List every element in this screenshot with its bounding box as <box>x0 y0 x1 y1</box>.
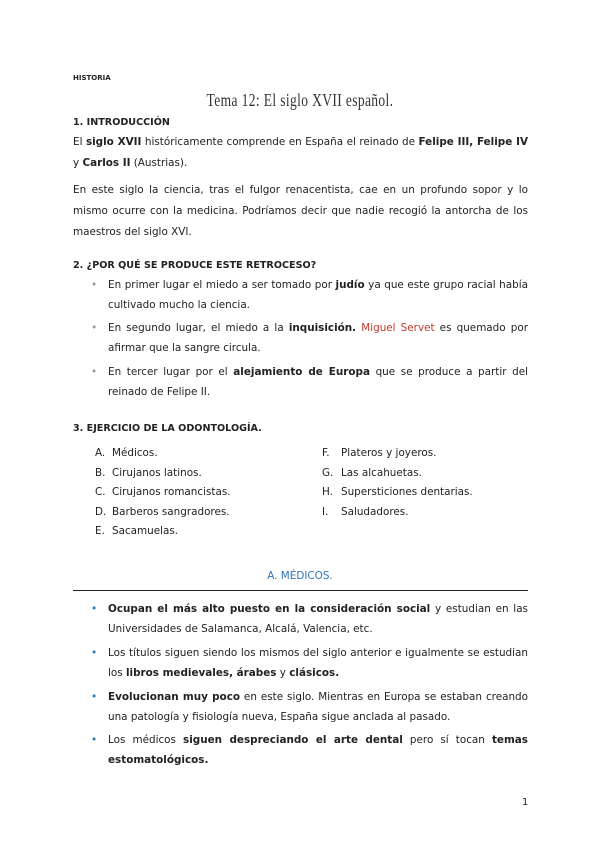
list-item <box>108 643 528 683</box>
marker: A. <box>95 447 106 459</box>
bold-text: alejamiento de Europa <box>233 366 370 378</box>
text: Barberos sangradores. <box>112 505 230 518</box>
text: históricamente comprende en España el reinado de <box>141 136 419 148</box>
list-item <box>95 483 231 503</box>
text: que se produce a partir del reinado de Felipe II. <box>108 366 528 398</box>
list-item <box>95 522 231 542</box>
bold-text: libros medievales, árabes <box>125 667 277 679</box>
list-item <box>322 483 473 503</box>
list-left <box>95 444 231 542</box>
bold-text: clásicos. <box>289 667 340 679</box>
bold-text: Carlos II <box>82 157 131 169</box>
page-number: 1 <box>522 797 529 808</box>
bold-text: inquisición. <box>288 322 357 334</box>
marker: I. <box>322 505 329 518</box>
text: Los médicos <box>108 734 184 746</box>
text: Cirujanos romancistas. <box>112 486 231 498</box>
list-item <box>108 599 528 639</box>
list-item <box>108 318 528 358</box>
bold-text: Evolucionan muy poco <box>108 691 240 703</box>
text: En segundo lugar, el miedo a la <box>108 322 289 334</box>
paragraph: En este siglo la ciencia, tras el fulgor renacentista, cae en un profundo sopor y lo mismo ocurre con la medicina. Podríamos decir que nadie recogió la antorcha de los maestros del siglo XVI. <box>73 184 528 238</box>
text: Supersticiones dentarias. <box>341 486 473 498</box>
text: Las alcahuetas. <box>341 466 422 479</box>
text: y <box>73 157 83 169</box>
bold-text: judío <box>335 279 365 291</box>
bold-text: siglo XVII <box>85 136 142 148</box>
marker: E. <box>95 525 105 537</box>
section-heading: 3. EJERCICIO DE LA ODONTOLOGÍA. <box>73 423 262 434</box>
text: Sacamuelas. <box>112 525 179 537</box>
text: y <box>276 667 290 679</box>
marker: H. <box>322 486 333 498</box>
marker: B. <box>95 466 106 479</box>
text: El <box>73 136 86 148</box>
marker: F. <box>322 447 330 459</box>
text: en este siglo. Mientras en Europa se estaban creando una patología y fisiología nueva, España sigue anclada al pasado. <box>108 691 528 723</box>
paragraph <box>73 132 528 174</box>
text: En tercer lugar por el <box>108 366 234 378</box>
red-text: Miguel Servet <box>361 322 435 334</box>
list-right <box>322 444 473 522</box>
text: Los títulos siguen siendo los mismos del siglo anterior e igualmente se estudian los <box>108 647 528 679</box>
subsection-heading: A. MÉDICOS. <box>267 570 333 582</box>
text: Plateros y joyeros. <box>341 447 437 459</box>
list-item <box>108 730 528 770</box>
divider <box>73 590 528 591</box>
page-header: HISTORIA <box>73 74 111 82</box>
text: (Austrias). <box>130 157 188 169</box>
list-item <box>322 444 473 464</box>
text: En primer lugar el miedo a ser tomado por <box>108 279 336 291</box>
list-item <box>322 503 473 523</box>
bold-text: siguen despreciando el arte dental <box>183 734 403 746</box>
bold-text: Ocupan el más alto puesto en la consideración social <box>108 603 431 615</box>
bold-text: temas estomatológicos. <box>108 734 528 766</box>
list-item <box>108 275 528 315</box>
text: es quemado por afirmar que la sangre circula. <box>108 322 528 354</box>
text: ya que este grupo racial había cultivado mucho la ciencia. <box>108 279 528 311</box>
list-item <box>322 464 473 484</box>
marker: C. <box>95 486 106 498</box>
list-item <box>95 503 231 523</box>
bold-text: Felipe III, Felipe IV <box>418 136 528 148</box>
text: y estudian en las Universidades de Salamanca, Alcalá, Valencia, etc. <box>108 603 528 635</box>
section-heading: 2. ¿POR QUÉ SE PRODUCE ESTE RETROCESO? <box>73 260 317 271</box>
text: Cirujanos latinos. <box>112 466 202 479</box>
text: Médicos. <box>112 447 158 459</box>
list-item <box>95 464 231 484</box>
list-item <box>95 444 231 464</box>
marker: G. <box>322 466 334 479</box>
section-heading: 1. INTRODUCCIÓN <box>73 117 170 128</box>
text: pero sí tocan <box>402 734 492 746</box>
list-item <box>108 687 528 727</box>
page-title: Tema 12: El siglo XVII español. <box>206 90 394 110</box>
list-item <box>108 362 528 402</box>
text: Saludadores. <box>341 505 409 518</box>
marker: D. <box>95 505 107 518</box>
